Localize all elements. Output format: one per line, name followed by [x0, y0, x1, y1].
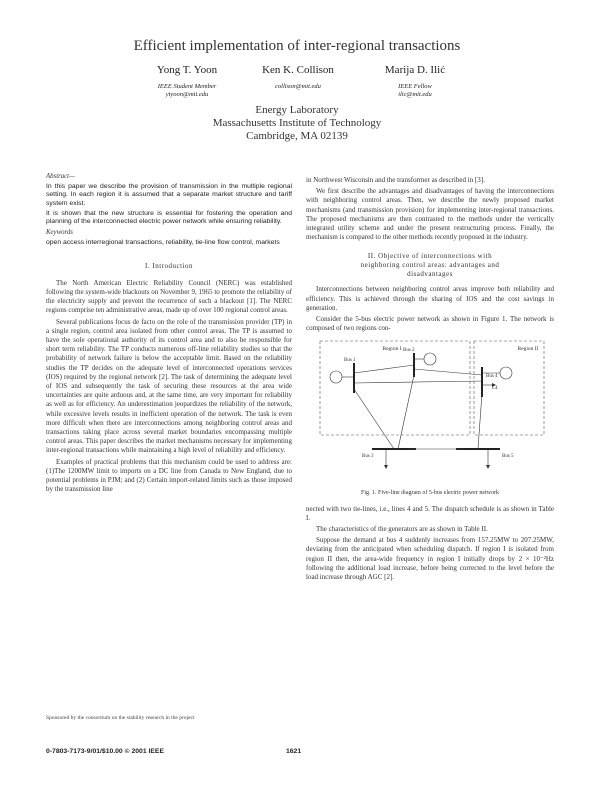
body-paragraph: Interconnections between neighboring control areas improve both reliability and efficiency. This is achieved through the sharing of IOS and the cost savings in generation. [306, 285, 554, 312]
affiliation-line: Energy Laboratory [255, 104, 339, 116]
bus-4-label: Bus 4 [486, 374, 498, 380]
load-3-arrow-icon [384, 465, 388, 469]
load-4-label: L4 [492, 386, 498, 392]
author-role: IEEE Fellow [398, 83, 432, 90]
bus-1-label: Bus 1 [344, 358, 356, 364]
right-column [306, 176, 554, 584]
line-1-4 [354, 381, 482, 383]
line-1-2 [354, 365, 414, 373]
figure-1 [306, 337, 554, 487]
region-1-label: Region I [382, 346, 402, 353]
generator-2-icon [424, 353, 436, 365]
generator-4-icon [500, 367, 512, 379]
bus-2-label: Bus 2 [403, 348, 415, 354]
footnote: Sponsored by the consortium on the stability research in the project [46, 715, 195, 721]
section-heading: I. Introduction [145, 261, 193, 270]
body-paragraph: Examples of practical problems that this mechanism could be used to address are: (1)The 1200MW limit to imports on a DC line from Canada to New England, due to potential problems in PJM; and (2) Certain import-related limits such as those imposed by the transmission line [46, 457, 292, 494]
section-heading-line: II. Objective of interconnections with [367, 252, 493, 261]
body-paragraph: The characteristics of the generators are as shown in Table II. [316, 525, 488, 534]
bus-3-label: Bus 3 [362, 454, 374, 460]
keywords-heading: Keywords [46, 229, 73, 237]
line-4-5 [478, 393, 482, 449]
affiliation-line: Cambridge, MA 02139 [246, 130, 348, 142]
region-2-label: Region II [517, 346, 539, 353]
abstract-paragraph: It is shown that the new structure is essential for fostering the operation and planning of the interconnected electric power network while ensuring reliability. [46, 209, 292, 226]
body-paragraph: Several publications focus de facto on the role of the transmission provider (TP) in a single region, control area isolated from other control areas. The TP is assumed to have the sole operational authority of its control area and to also be responsible for short term reliability. The TP conducts numerous off-line reliability studies so that the probability of network failure is below the acceptable limit. Based on the reliability studies the TP decides on the adequate level of interconnected operations services (IOS) required by the regional network [2]. The task of determining the adequate level of IOS and subsequently the task of securing these resources at the area wide uncertainties are quite arduous and, at the same time, are very important for reliability as well as for efficiency. An underestimation jeopardizes the reliability of the network, while excessive levels results in inefficient operation of the network. The task is even more difficult when there are interconnections among neighboring control areas and transactions taking place across several market boundaries encompassing multiple control areas. This paper describes the market mechanisms necessary for implementing inter-regional transactions while maintaining a high level of reliability and efficiency. [46, 317, 292, 455]
line-2-3 [398, 375, 414, 449]
region-2-box [474, 341, 544, 435]
body-paragraph: Consider the 5-bus electric power network as shown in Figure 1. The network is composed of two regions con- [306, 315, 554, 333]
author-name: Yong T. Yoon [156, 64, 218, 76]
author-email: ilic@mit.edu [398, 91, 432, 98]
network-diagram [306, 337, 554, 487]
bus-5-label: Bus 5 [502, 454, 514, 460]
body-paragraph: We first describe the advantages and disadvantages of having the interconnections with neighboring control areas. Then, we describe the newly proposed market mechanisms (and transmission provision) for implementing inter-regional transactions. The proposed mechanisms are then contrasted to the methods under the vertically integrated utility scheme and under the present restructuring process. Finally, the mechanism is compared to the other methods recently proposed in the industry. [306, 187, 554, 242]
author-email: collison@mit.edu [275, 83, 321, 90]
affiliation [0, 104, 594, 143]
keywords-text: open access interregional transactions, reliability, tie-line flow control, markets [46, 239, 280, 247]
author-email: ytyoon@mit.edu [165, 91, 209, 98]
author-3 [340, 64, 490, 98]
region-1-box [320, 341, 470, 435]
author-role: IEEE Student Member [157, 83, 217, 90]
author-name: Marija D. Ilić [384, 64, 446, 76]
body-paragraph: in Northwest Wisconsin and the transformer as described in [3]. [306, 176, 485, 184]
left-column [46, 172, 292, 497]
affiliation-line: Massachusetts Institute of Technology [212, 117, 382, 129]
body-paragraph: The North American Electric Reliability Council (NERC) was established following the system-wide blackouts on November 9, 1965 to promote the reliability of the electricity supply and prevent the recurrence of such a blackout [1]. The NERC regions comprise ten administrative areas, made up of over 100 regional control areas. [46, 278, 292, 315]
figure-caption: Fig. 1. Five-line diagram of 5-bus electric power network [361, 490, 499, 497]
abstract-heading: Abstract— [46, 173, 76, 180]
generator-1-icon [330, 371, 342, 383]
line-1-3 [354, 389, 394, 449]
section-heading [306, 252, 554, 279]
line-2-4 [414, 369, 482, 375]
page-number: 1621 [286, 748, 302, 755]
section-heading-line: disadvantages [407, 270, 453, 279]
abstract-paragraph: In this paper we describe the provision of transmission in the multiple regional setting. In each region it is assumed that a separate market structure and tariff system exist. [46, 183, 292, 207]
body-paragraph: nected with two tie-lines, i.e., lines 4 and 5. The dispatch schedule is as shown in Table I. [306, 504, 554, 522]
paper-title: Efficient implementation of inter-regional transactions [133, 38, 461, 54]
copyright-line: 0-7803-7173-9/01/$10.00 © 2001 IEEE [46, 748, 164, 755]
load-5-arrow-icon [486, 465, 490, 469]
body-paragraph: Suppose the demand at bus 4 suddenly increases from 157.25MW to 207.25MW, deviating from the anticipated when scheduling dispatch. If region I is isolated from region II then, the area-wide frequency in region I initially drops by 2 × 10⁻²Hz following the additional load increase, before being corrected to the level before the load increase through AGC [2]. [306, 536, 554, 582]
section-heading-line: neighboring control areas: advantages and [360, 261, 500, 270]
author-name: Ken K. Collison [262, 64, 334, 76]
